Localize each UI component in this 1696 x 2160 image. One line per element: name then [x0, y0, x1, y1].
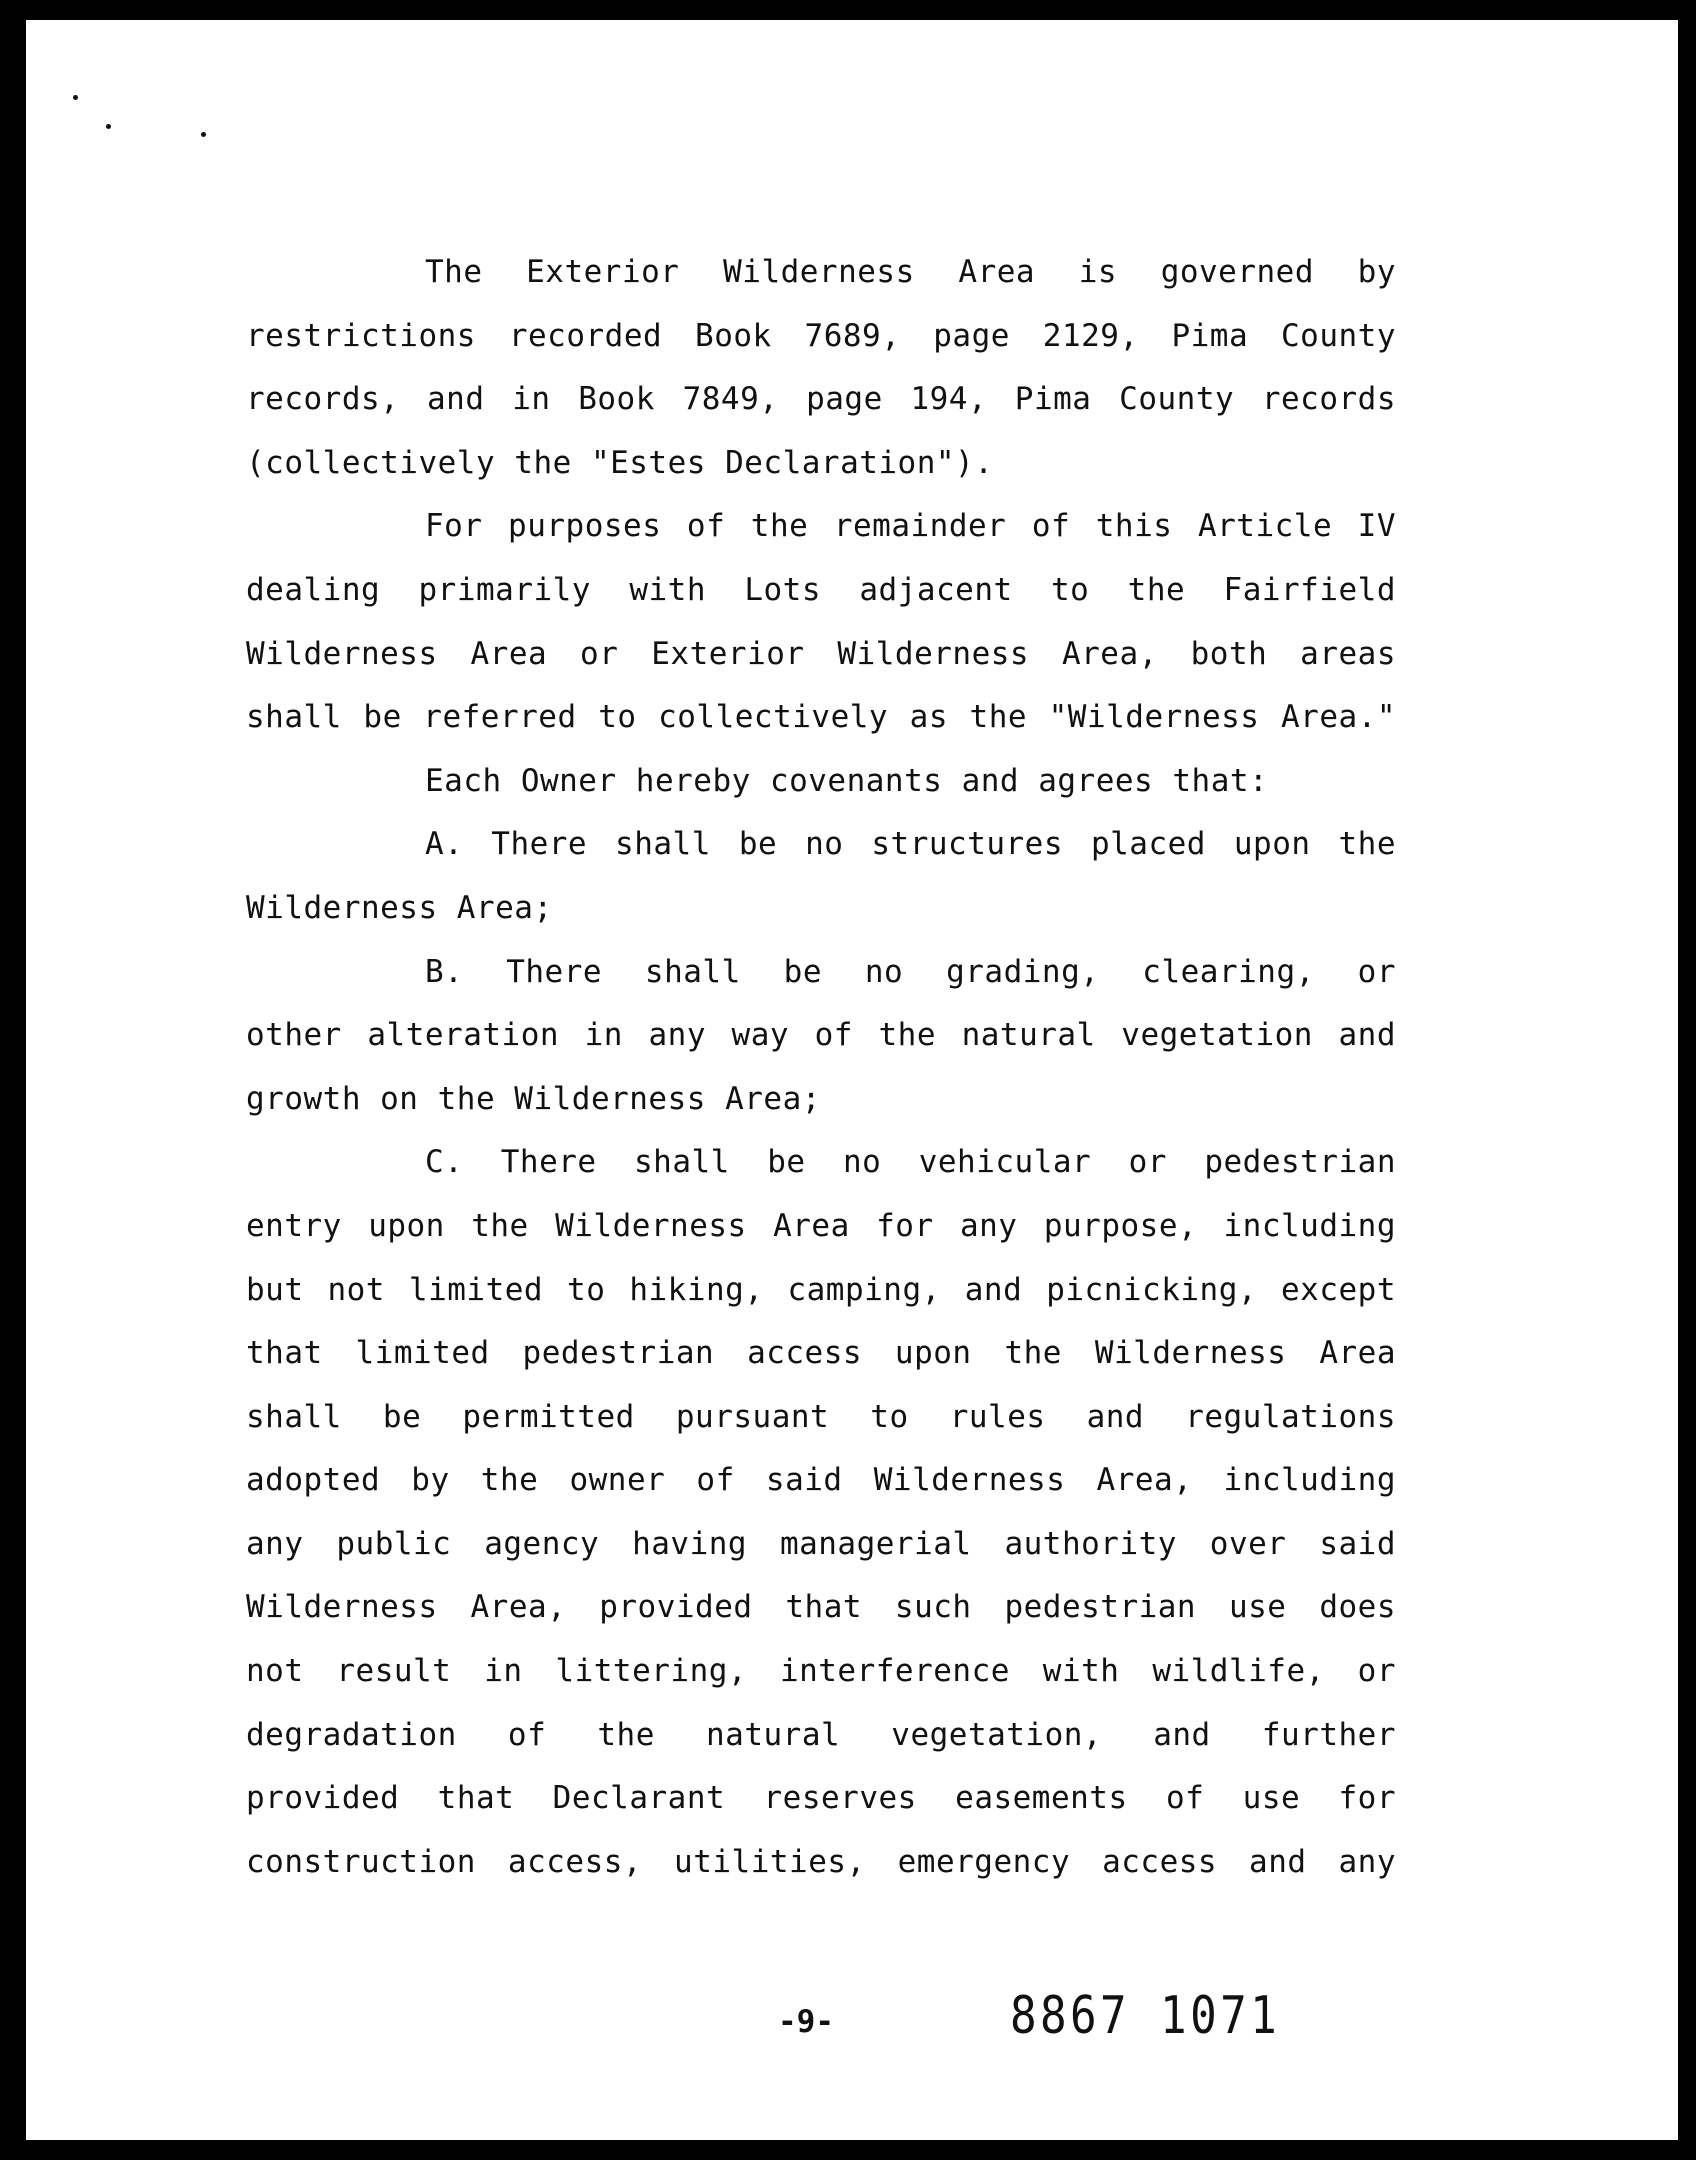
- text-line: For purposes of the remainder of this Article IV: [425, 508, 1396, 545]
- text-line: entry upon the Wilderness Area for any purpose, including: [246, 1207, 1396, 1244]
- text-line: records, and in Book 7849, page 194, Pima County records: [246, 381, 1396, 418]
- text-line: restrictions recorded Book 7689, page 2129, Pima County: [246, 317, 1396, 354]
- scan-speck: [106, 124, 111, 129]
- text-line: that limited pedestrian access upon the Wilderness Area: [246, 1335, 1396, 1372]
- text-line: shall be referred to collectively as the "Wilderness Area.": [246, 699, 1396, 736]
- text-line: provided that Declarant reserves easements of use for: [246, 1780, 1396, 1817]
- scan-speck: [201, 132, 206, 137]
- text-line: growth on the Wilderness Area;: [246, 1080, 821, 1117]
- text-line: B. There shall be no grading, clearing, or: [425, 953, 1396, 990]
- text-line: other alteration in any way of the natural vegetation and: [246, 1017, 1396, 1054]
- scan-speck: [73, 95, 78, 100]
- text-line: (collectively the "Estes Declaration").: [246, 444, 994, 481]
- text-line: any public agency having managerial authority over said: [246, 1525, 1396, 1562]
- text-line: The Exterior Wilderness Area is governed by: [425, 254, 1396, 290]
- page-number: -9-: [778, 2004, 834, 2040]
- text-line: Wilderness Area, provided that such pedestrian use does: [246, 1589, 1396, 1626]
- text-line: dealing primarily with Lots adjacent to the Fairfield: [246, 571, 1396, 608]
- text-line: Wilderness Area;: [246, 889, 553, 926]
- text-line: not result in littering, interference with wildlife, or: [246, 1653, 1396, 1690]
- text-line: construction access, utilities, emergency access and any: [246, 1843, 1396, 1880]
- recording-number: 8867 1071: [1010, 1986, 1281, 2046]
- text-line: Wilderness Area or Exterior Wilderness Area, both areas: [246, 635, 1396, 672]
- text-line: degradation of the natural vegetation, and further: [246, 1716, 1396, 1753]
- body-text: [246, 246, 1396, 1899]
- text-line: but not limited to hiking, camping, and picnicking, except: [246, 1271, 1396, 1308]
- text-line: C. There shall be no vehicular or pedestrian: [425, 1144, 1396, 1181]
- text-line: A. There shall be no structures placed upon the: [425, 826, 1396, 863]
- text-line: adopted by the owner of said Wilderness Area, including: [246, 1462, 1396, 1499]
- text-line: shall be permitted pursuant to rules and regulations: [246, 1398, 1396, 1435]
- text-line: Each Owner hereby covenants and agrees that:: [425, 762, 1269, 799]
